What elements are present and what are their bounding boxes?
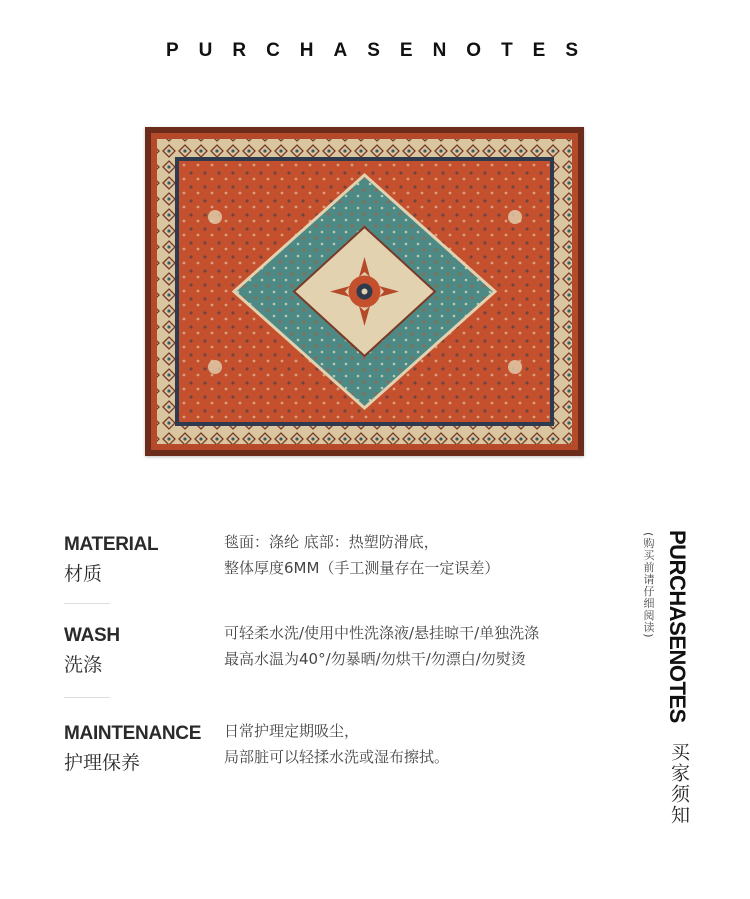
rug-illustration — [145, 127, 584, 456]
spec-material — [64, 533, 604, 587]
side-purchase-notes — [640, 530, 720, 850]
spec-label-en: WASH — [64, 625, 120, 646]
spec-label-en: MATERIAL — [64, 534, 159, 555]
spec-wash — [64, 624, 604, 678]
divider — [64, 603, 110, 604]
spec-line: 最高水温为40°/勿暴晒/勿烘干/勿漂白/勿熨烫 — [224, 650, 526, 668]
spec-description — [224, 718, 624, 770]
spec-label-cn: 洗涤 — [64, 654, 103, 676]
divider — [64, 697, 110, 698]
spec-description — [224, 620, 624, 672]
spec-line: 日常护理定期吸尘， — [224, 722, 360, 740]
spec-label-en: MAINTENANCE — [64, 723, 202, 744]
spec-description — [224, 529, 624, 581]
spec-line: 局部脏可以轻揉水洗或湿布擦拭。 — [224, 748, 450, 766]
spec-label-cn: 护理保养 — [64, 752, 141, 774]
side-title-en: PURCHASENOTES — [665, 530, 690, 723]
spec-line: 整体厚度6MM（手工测量存在一定误差） — [224, 559, 500, 577]
rug-product-image — [145, 127, 584, 456]
side-title-cn: 买家须知 — [668, 742, 690, 826]
spec-line: 毯面：涤纶 底部：热塑防滑底， — [224, 533, 439, 551]
spec-line: 可轻柔水洗/使用中性洗涤液/悬挂晾干/单独洗涤 — [224, 624, 540, 642]
spec-maintenance — [64, 722, 604, 776]
page-title: PURCHASENOTES — [165, 40, 599, 61]
spec-label-cn: 材质 — [64, 563, 103, 585]
side-subtitle: (购买前请仔细阅读) — [642, 532, 655, 639]
